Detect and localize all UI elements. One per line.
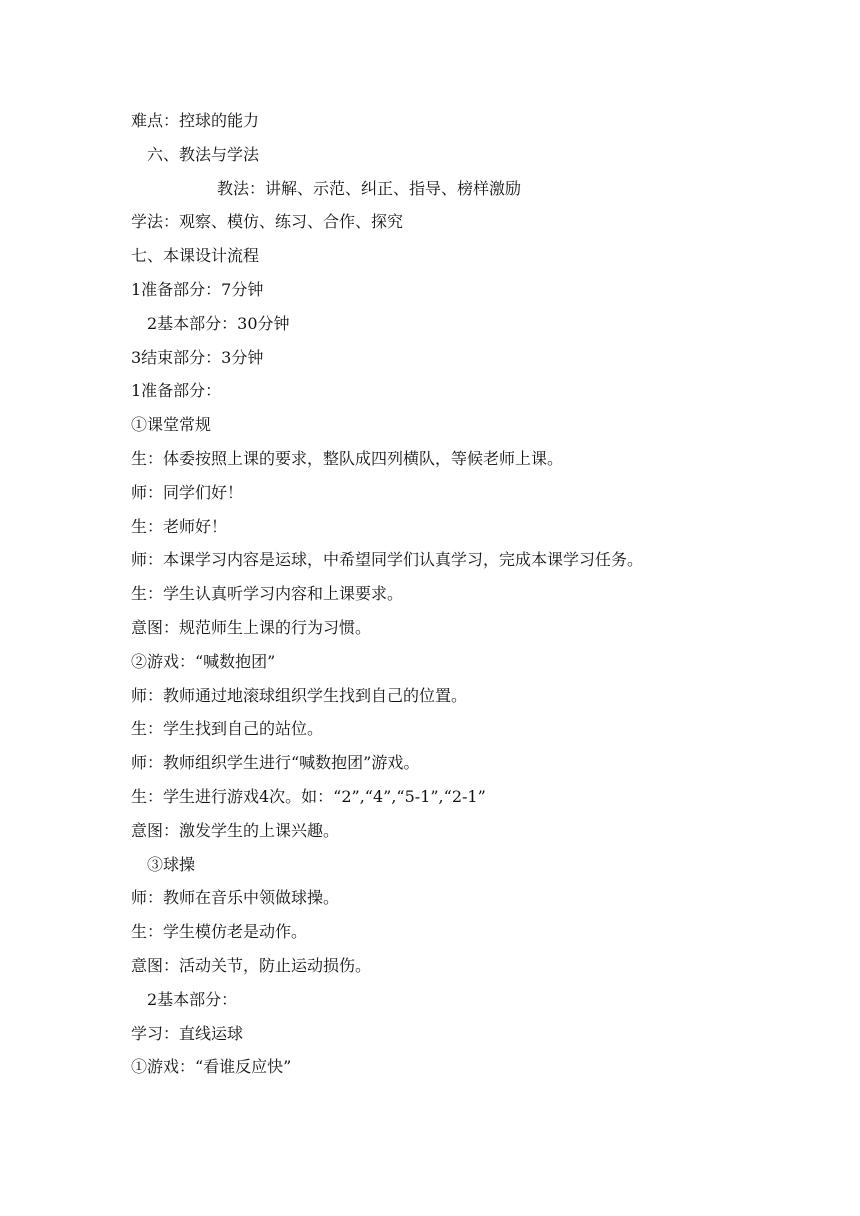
text-line: 教法：讲解、示范、纠正、指导、榜样激励 — [217, 179, 522, 198]
text-line: 1准备部分： — [131, 381, 222, 400]
text-line: 师：教师在音乐中领做球操。 — [131, 888, 340, 907]
text-line: 1准备部分：7分钟 — [131, 280, 264, 299]
text-line: 意图：活动关节，防止运动损伤。 — [131, 956, 372, 975]
text-line: 师：教师组织学生进行“喊数抱团”游戏。 — [131, 753, 420, 772]
text-line: 2基本部分：30分钟 — [147, 314, 290, 333]
text-line: 师：本课学习内容是运球，中希望同学们认真学习，完成本课学习任务。 — [131, 550, 644, 569]
text-line: 学法：观察、模仿、练习、合作、探究 — [131, 212, 404, 231]
text-line: 生：学生进行游戏4次。如：“2”,“4”,“5-1”,“2-1” — [131, 787, 486, 806]
text-line: 生：体委按照上课的要求，整队成四列横队，等候老师上课。 — [131, 449, 564, 468]
text-line: 3结束部分：3分钟 — [131, 348, 264, 367]
section-heading: 六、教法与学法 — [147, 145, 260, 164]
section-heading: 七、本课设计流程 — [131, 246, 260, 265]
text-line: ③球操 — [147, 855, 196, 874]
text-line: 生：学生找到自己的站位。 — [131, 719, 324, 738]
text-line: 生：学生认真听学习内容和上课要求。 — [131, 584, 404, 603]
text-line: 意图：激发学生的上课兴趣。 — [131, 821, 340, 840]
text-line: 师：同学们好！ — [131, 483, 244, 502]
text-line: 难点：控球的能力 — [131, 111, 260, 130]
text-line: ①课堂常规 — [131, 415, 212, 434]
text-line: 生：老师好！ — [131, 517, 228, 536]
text-line: 2基本部分： — [147, 990, 238, 1009]
text-line: 学习：直线运球 — [131, 1024, 244, 1043]
text-line: 师：教师通过地滚球组织学生找到自己的位置。 — [131, 686, 468, 705]
text-line: ②游戏：“喊数抱团” — [131, 652, 276, 671]
text-line: ①游戏：“看谁反应快” — [131, 1057, 292, 1076]
text-line: 意图：规范师生上课的行为习惯。 — [131, 618, 372, 637]
text-line: 生：学生模仿老是动作。 — [131, 922, 308, 941]
